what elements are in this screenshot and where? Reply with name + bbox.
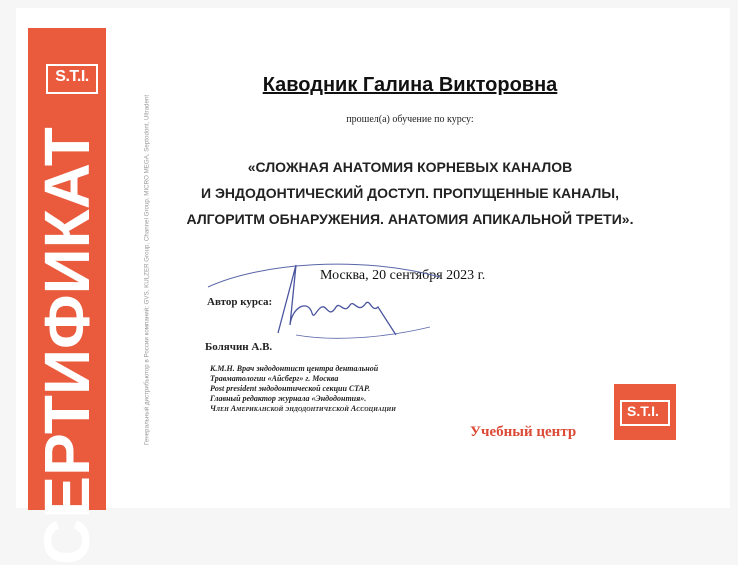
certificate-side-band — [28, 28, 106, 565]
credential-line: Post president эндодонтической секции СТАР. — [210, 384, 371, 393]
recipient-name: Каводник Галина Викторовна — [262, 74, 558, 96]
author-credentials — [210, 364, 396, 414]
course-title — [170, 154, 650, 232]
course-line: АЛГОРИТМ ОБНАРУЖЕНИЯ. АНАТОМИЯ АПИКАЛЬНОЙ ТРЕТИ». — [186, 211, 634, 227]
sti-corner-logo — [614, 384, 676, 440]
passed-text: прошел(а) обучение по курсу: — [346, 114, 474, 125]
credential-line: Член Американской эндодонтической Ассоциации — [210, 404, 396, 413]
credential-line: К.М.Н. Врач эндодонтист центра дентальной — [210, 364, 379, 373]
place-date: Москва, 20 сентября 2023 г. — [320, 268, 486, 283]
training-center: Учебный центр — [470, 424, 577, 440]
author-name: Болячин А.В. — [205, 341, 273, 353]
sti-logo: S.T.I. — [627, 403, 659, 419]
course-line: И ЭНДОДОНТИЧЕСКИЙ ДОСТУП. ПРОПУЩЕННЫЕ КАНАЛЫ, — [201, 185, 619, 201]
certificate-word: СЕРТИФИКАТ — [31, 127, 103, 565]
dealer-line: Генеральный дистрибьютор в России компаний: GVS, KULZER Group, Channel Group, MICRO MEGA, Septodont, Ultradent — [143, 94, 151, 446]
credential-line: Травматологии «Айсберг» г. Москва — [210, 374, 339, 383]
sti-logo: S.T.I. — [55, 68, 89, 85]
author-label: Автор курса: — [207, 296, 273, 308]
course-line: «СЛОЖНАЯ АНАТОМИЯ КОРНЕВЫХ КАНАЛОВ — [247, 159, 573, 175]
credential-line: Главный редактор журнала «Эндодонтия». — [210, 394, 367, 403]
